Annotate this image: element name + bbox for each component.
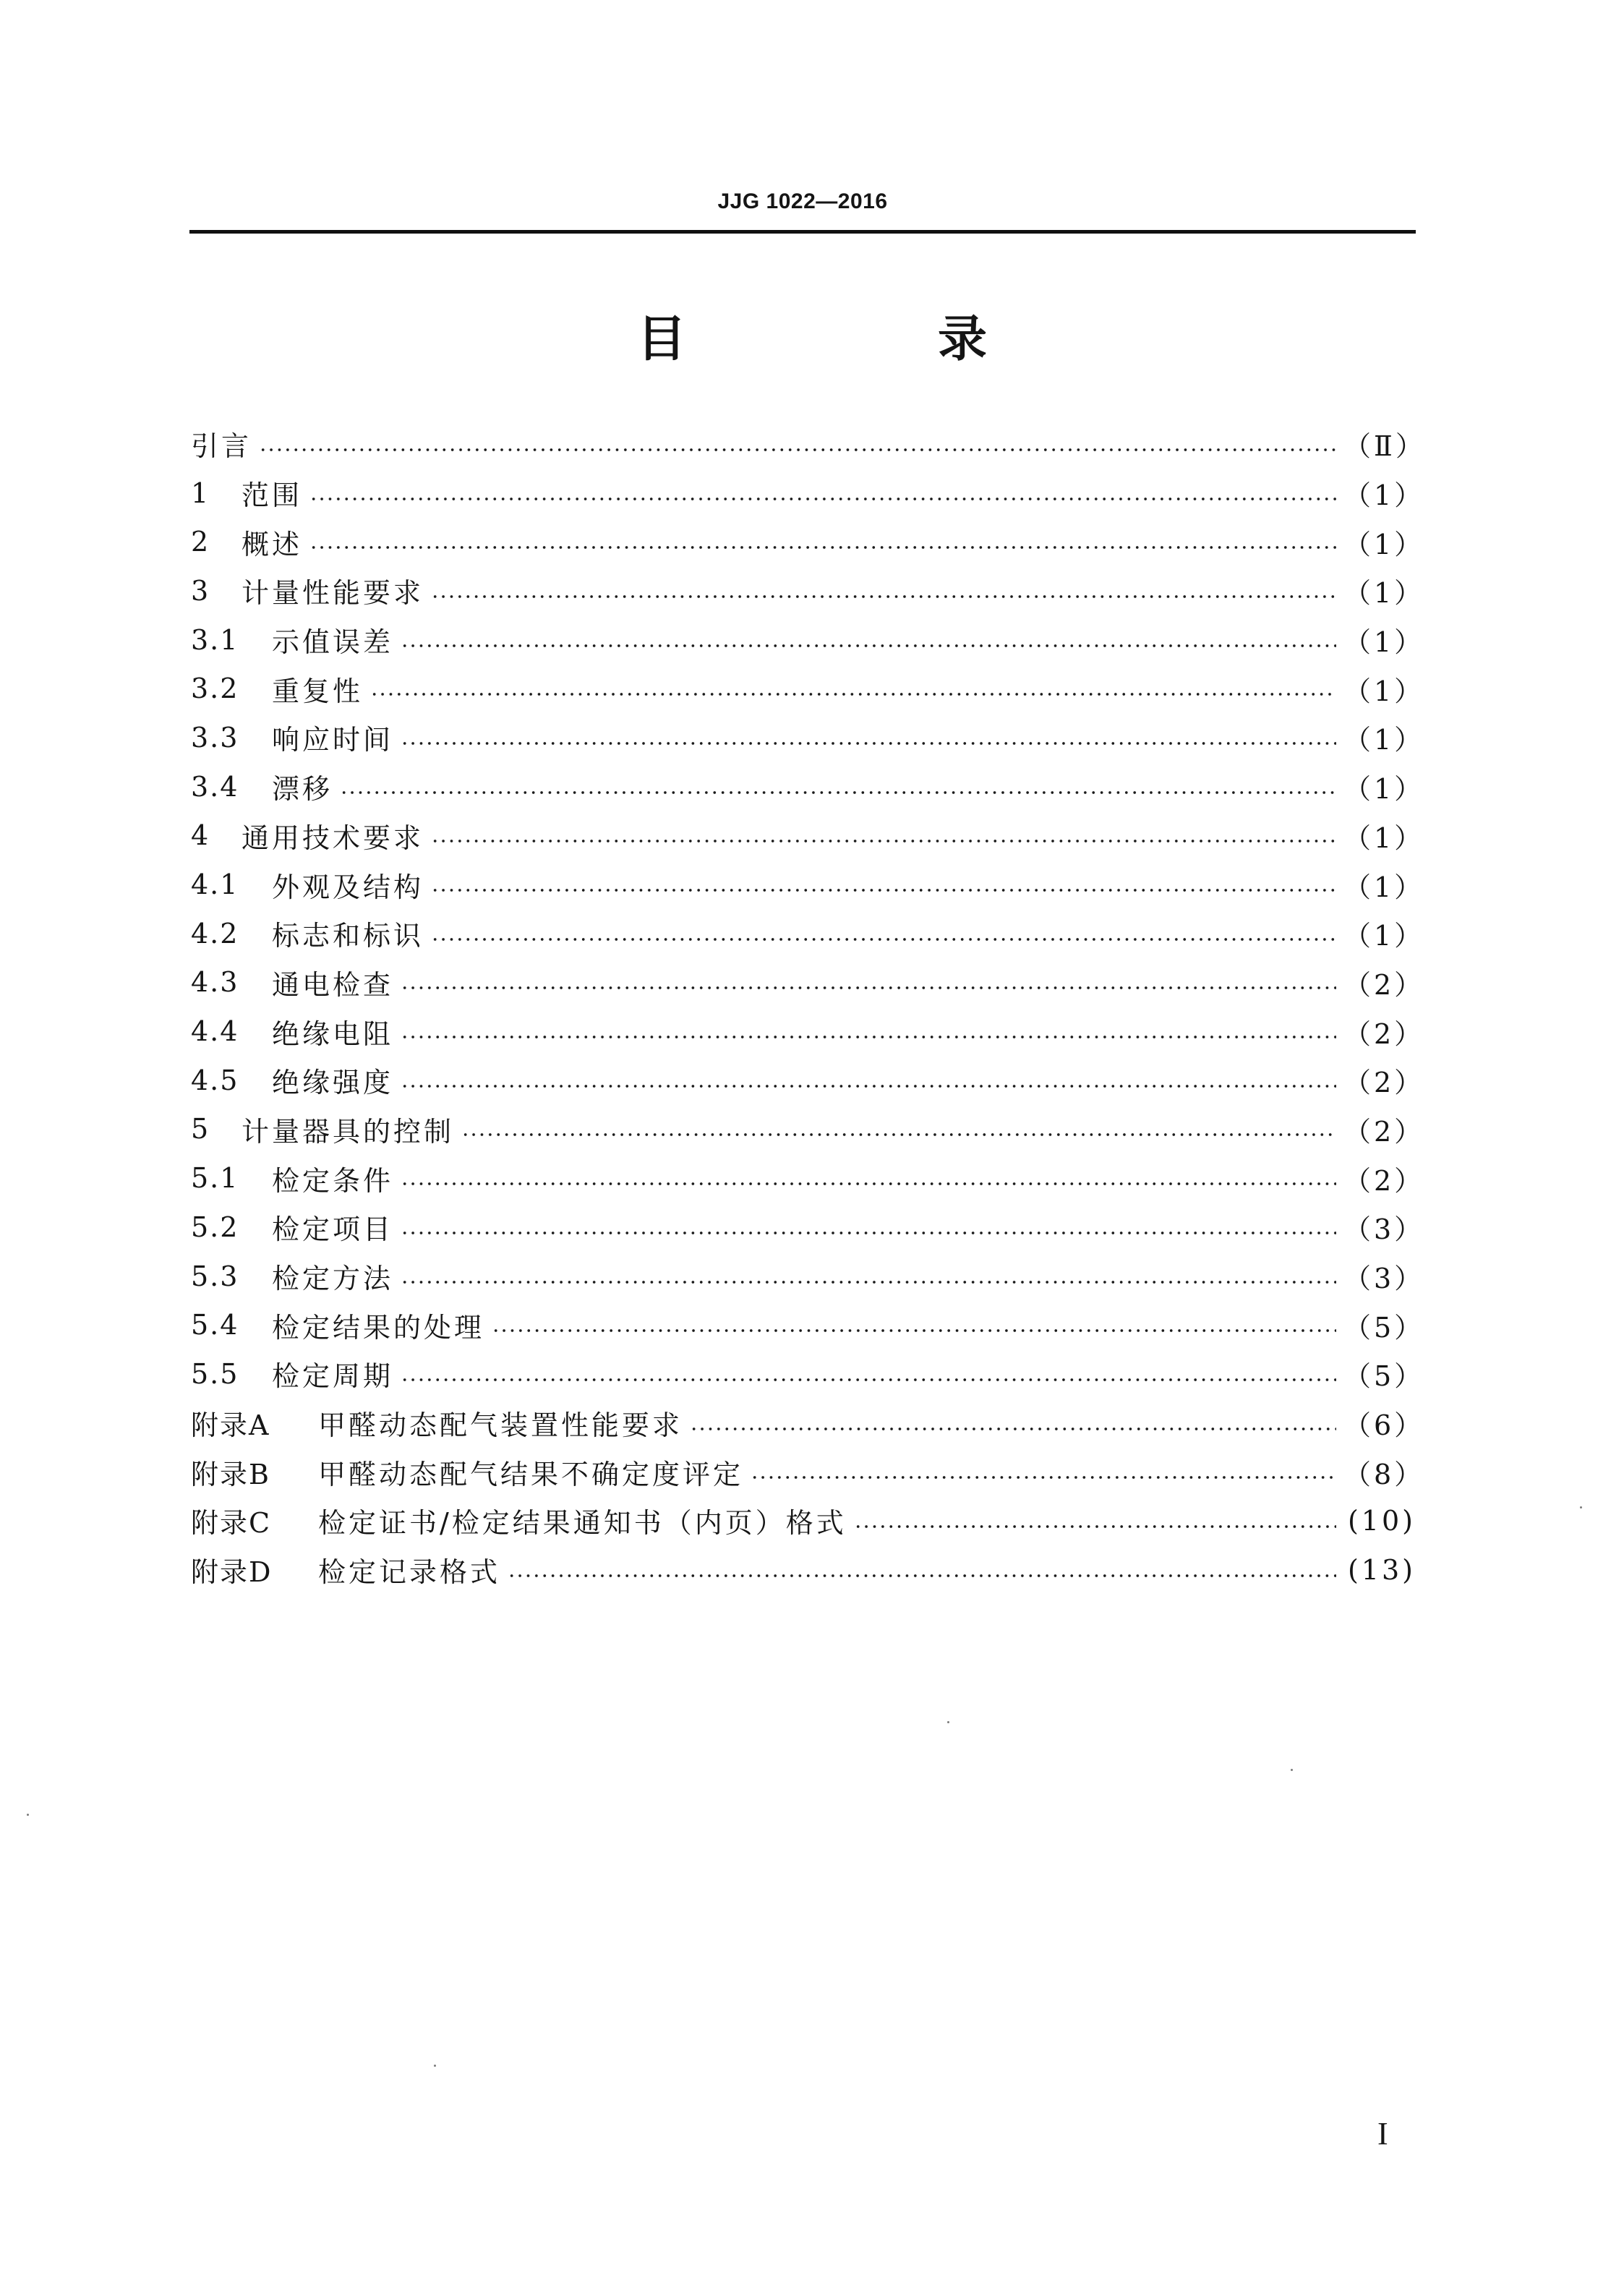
toc-entry[interactable] (191, 909, 1425, 958)
leader-dots (401, 1378, 1336, 1381)
page-folio: I (1377, 2116, 1388, 2151)
toc-number: 4.3 (191, 966, 239, 999)
scan-speck (1291, 1769, 1293, 1771)
leader-dots (508, 1574, 1336, 1577)
toc-label (191, 1207, 393, 1247)
toc-number: 3 (191, 574, 210, 607)
toc-label (191, 1158, 393, 1198)
toc-entry[interactable] (191, 1300, 1425, 1349)
toc-number: 4 (191, 819, 210, 852)
toc-page-number: （Ⅱ） (1343, 430, 1426, 463)
leader-dots (431, 840, 1336, 842)
toc-title: 概述 (242, 528, 303, 560)
toc-entry[interactable] (191, 1252, 1425, 1301)
toc-entry[interactable] (191, 762, 1425, 811)
toc-label (191, 1305, 484, 1345)
leader-dots (461, 1133, 1336, 1136)
toc-number: 3.2 (191, 673, 239, 705)
toc-label (191, 1060, 393, 1100)
toc-title: 检定证书/检定结果通知书（内页）格式 (318, 1507, 847, 1540)
toc-entry[interactable] (191, 419, 1426, 469)
leader-dots (401, 1232, 1336, 1234)
toc-label (191, 669, 363, 709)
table-of-contents (191, 419, 1426, 1595)
leader-dots (751, 1476, 1336, 1479)
toc-label (191, 767, 333, 806)
toc-page-number: （2） (1343, 968, 1425, 1001)
toc-title: 范围 (242, 479, 303, 512)
toc-title: 检定周期 (272, 1360, 394, 1393)
toc-number: 附录A (191, 1409, 270, 1442)
scan-speck (27, 1814, 29, 1816)
toc-page-number: （1） (1343, 920, 1425, 952)
toc-title: 检定方法 (272, 1263, 394, 1295)
toc-entry[interactable] (191, 469, 1425, 518)
toc-entry[interactable] (191, 1007, 1425, 1056)
toc-number: 5.2 (191, 1211, 239, 1243)
toc-label (191, 620, 393, 660)
toc-title: 漂移 (272, 773, 333, 806)
toc-entry[interactable] (191, 1203, 1425, 1252)
toc-number: 5.1 (191, 1162, 239, 1195)
leader-dots (401, 1085, 1336, 1088)
toc-title: 标志和标识 (272, 920, 424, 952)
toc-page-number: (13) (1347, 1553, 1416, 1586)
toc-number: 1 (191, 477, 210, 509)
leader-dots (401, 1281, 1336, 1284)
toc-entry[interactable] (191, 1153, 1425, 1203)
toc-number: 5.3 (191, 1260, 239, 1292)
toc-entry[interactable] (191, 1105, 1425, 1154)
toc-page-number: （2） (1343, 1115, 1425, 1148)
toc-page-number: （5） (1343, 1311, 1425, 1344)
toc-page-number: （8） (1343, 1458, 1425, 1490)
toc-label (191, 1012, 393, 1051)
toc-number: 3.1 (191, 623, 239, 656)
toc-title: 引言 (191, 430, 252, 463)
toc-label (191, 1109, 454, 1149)
toc-title: 检定记录格式 (318, 1556, 501, 1589)
toc-entry[interactable] (191, 958, 1425, 1007)
toc-title: 外观及结构 (272, 871, 424, 903)
toc-page-number: （5） (1343, 1360, 1425, 1393)
toc-title: 甲醛动态配气结果不确定度评定 (318, 1458, 744, 1490)
leader-dots (309, 498, 1336, 500)
toc-page-number: （2） (1343, 1067, 1425, 1099)
standard-code-header: JJG 1022—2016 (717, 189, 888, 213)
toc-label (191, 913, 424, 953)
toc-number: 4.4 (191, 1015, 239, 1048)
toc-number: 5.4 (191, 1309, 239, 1341)
toc-label (191, 1403, 683, 1443)
toc-entry[interactable] (191, 1496, 1416, 1545)
toc-title: 检定条件 (272, 1164, 394, 1197)
toc-label (191, 1452, 743, 1492)
toc-number: 附录D (191, 1556, 273, 1589)
leader-dots (340, 791, 1336, 794)
leader-dots (431, 889, 1336, 892)
toc-title: 检定结果的处理 (272, 1311, 485, 1344)
toc-number: 附录B (191, 1458, 270, 1490)
toc-entry[interactable] (191, 713, 1425, 762)
toc-page-number: （6） (1343, 1409, 1425, 1442)
scan-speck (434, 2065, 436, 2067)
toc-label (191, 473, 302, 513)
leader-dots (401, 986, 1336, 989)
leader-dots (309, 546, 1336, 549)
toc-page-number: （1） (1343, 871, 1425, 903)
toc-page-number: （1） (1343, 822, 1425, 854)
scan-speck (1580, 1506, 1582, 1509)
toc-number: 2 (191, 526, 210, 558)
header-rule (189, 230, 1416, 234)
toc-label (191, 1501, 847, 1540)
toc-title: 甲醛动态配气装置性能要求 (318, 1409, 683, 1442)
toc-title: 计量性能要求 (242, 577, 424, 610)
toc-entry[interactable] (191, 1349, 1425, 1399)
toc-label (191, 1256, 393, 1296)
leader-dots (370, 693, 1336, 696)
toc-title: 通用技术要求 (242, 822, 424, 854)
toc-number: 3.4 (191, 770, 239, 803)
toc-page-number: （1） (1343, 577, 1425, 610)
leader-dots (401, 742, 1336, 745)
toc-entry[interactable] (191, 811, 1425, 861)
scan-speck (947, 1721, 949, 1723)
toc-entry[interactable] (191, 566, 1425, 615)
leader-dots (401, 1036, 1336, 1038)
toc-title: 绝缘强度 (272, 1067, 394, 1099)
toc-entry[interactable] (191, 517, 1425, 566)
toc-page-number: （1） (1343, 479, 1425, 512)
toc-page-number: （3） (1343, 1213, 1425, 1246)
toc-number: 4.1 (191, 869, 239, 901)
toc-label (191, 816, 424, 855)
toc-entry[interactable] (191, 615, 1425, 665)
toc-title: 计量器具的控制 (242, 1115, 455, 1148)
toc-number: 5.5 (191, 1357, 239, 1390)
toc-page-number: （1） (1343, 528, 1425, 560)
toc-title: 响应时间 (272, 724, 394, 756)
toc-page-number: （2） (1343, 1017, 1425, 1050)
toc-page-number: （3） (1343, 1263, 1425, 1295)
toc-page-number: （1） (1343, 773, 1425, 806)
page-title: 目 录 (636, 311, 1088, 368)
toc-page-number: （1） (1343, 626, 1425, 659)
toc-label (191, 1550, 500, 1589)
toc-title: 检定项目 (272, 1213, 394, 1246)
toc-entry[interactable] (191, 1056, 1425, 1105)
toc-title: 绝缘电阻 (272, 1017, 394, 1050)
toc-entry[interactable] (191, 1399, 1425, 1448)
toc-label (191, 865, 424, 905)
toc-number: 5 (191, 1113, 210, 1145)
leader-dots (431, 938, 1336, 941)
toc-page-number: （1） (1343, 675, 1425, 707)
leader-dots (431, 595, 1336, 598)
toc-number: 4.5 (191, 1064, 239, 1096)
toc-number: 3.3 (191, 721, 239, 754)
toc-title: 示值误差 (272, 626, 394, 659)
toc-title: 重复性 (272, 675, 364, 707)
leader-dots (854, 1525, 1336, 1528)
toc-label (191, 522, 302, 562)
toc-label (191, 571, 424, 610)
toc-page-number: （1） (1343, 724, 1425, 756)
toc-number: 4.2 (191, 917, 239, 950)
leader-dots (401, 644, 1336, 647)
toc-number: 附录C (191, 1507, 272, 1540)
toc-page-number: （2） (1343, 1164, 1425, 1197)
toc-label (191, 717, 393, 757)
toc-page-number: (10) (1347, 1504, 1416, 1537)
toc-entry[interactable] (191, 1545, 1416, 1595)
leader-dots (259, 448, 1336, 451)
toc-label (191, 1354, 393, 1394)
toc-label (191, 424, 252, 464)
toc-label (191, 963, 393, 1002)
toc-title: 通电检查 (272, 968, 394, 1001)
leader-dots (690, 1428, 1336, 1430)
toc-entry[interactable] (191, 860, 1425, 909)
leader-dots (492, 1329, 1336, 1332)
leader-dots (401, 1182, 1336, 1185)
toc-entry[interactable] (191, 664, 1425, 713)
toc-entry[interactable] (191, 1447, 1425, 1496)
